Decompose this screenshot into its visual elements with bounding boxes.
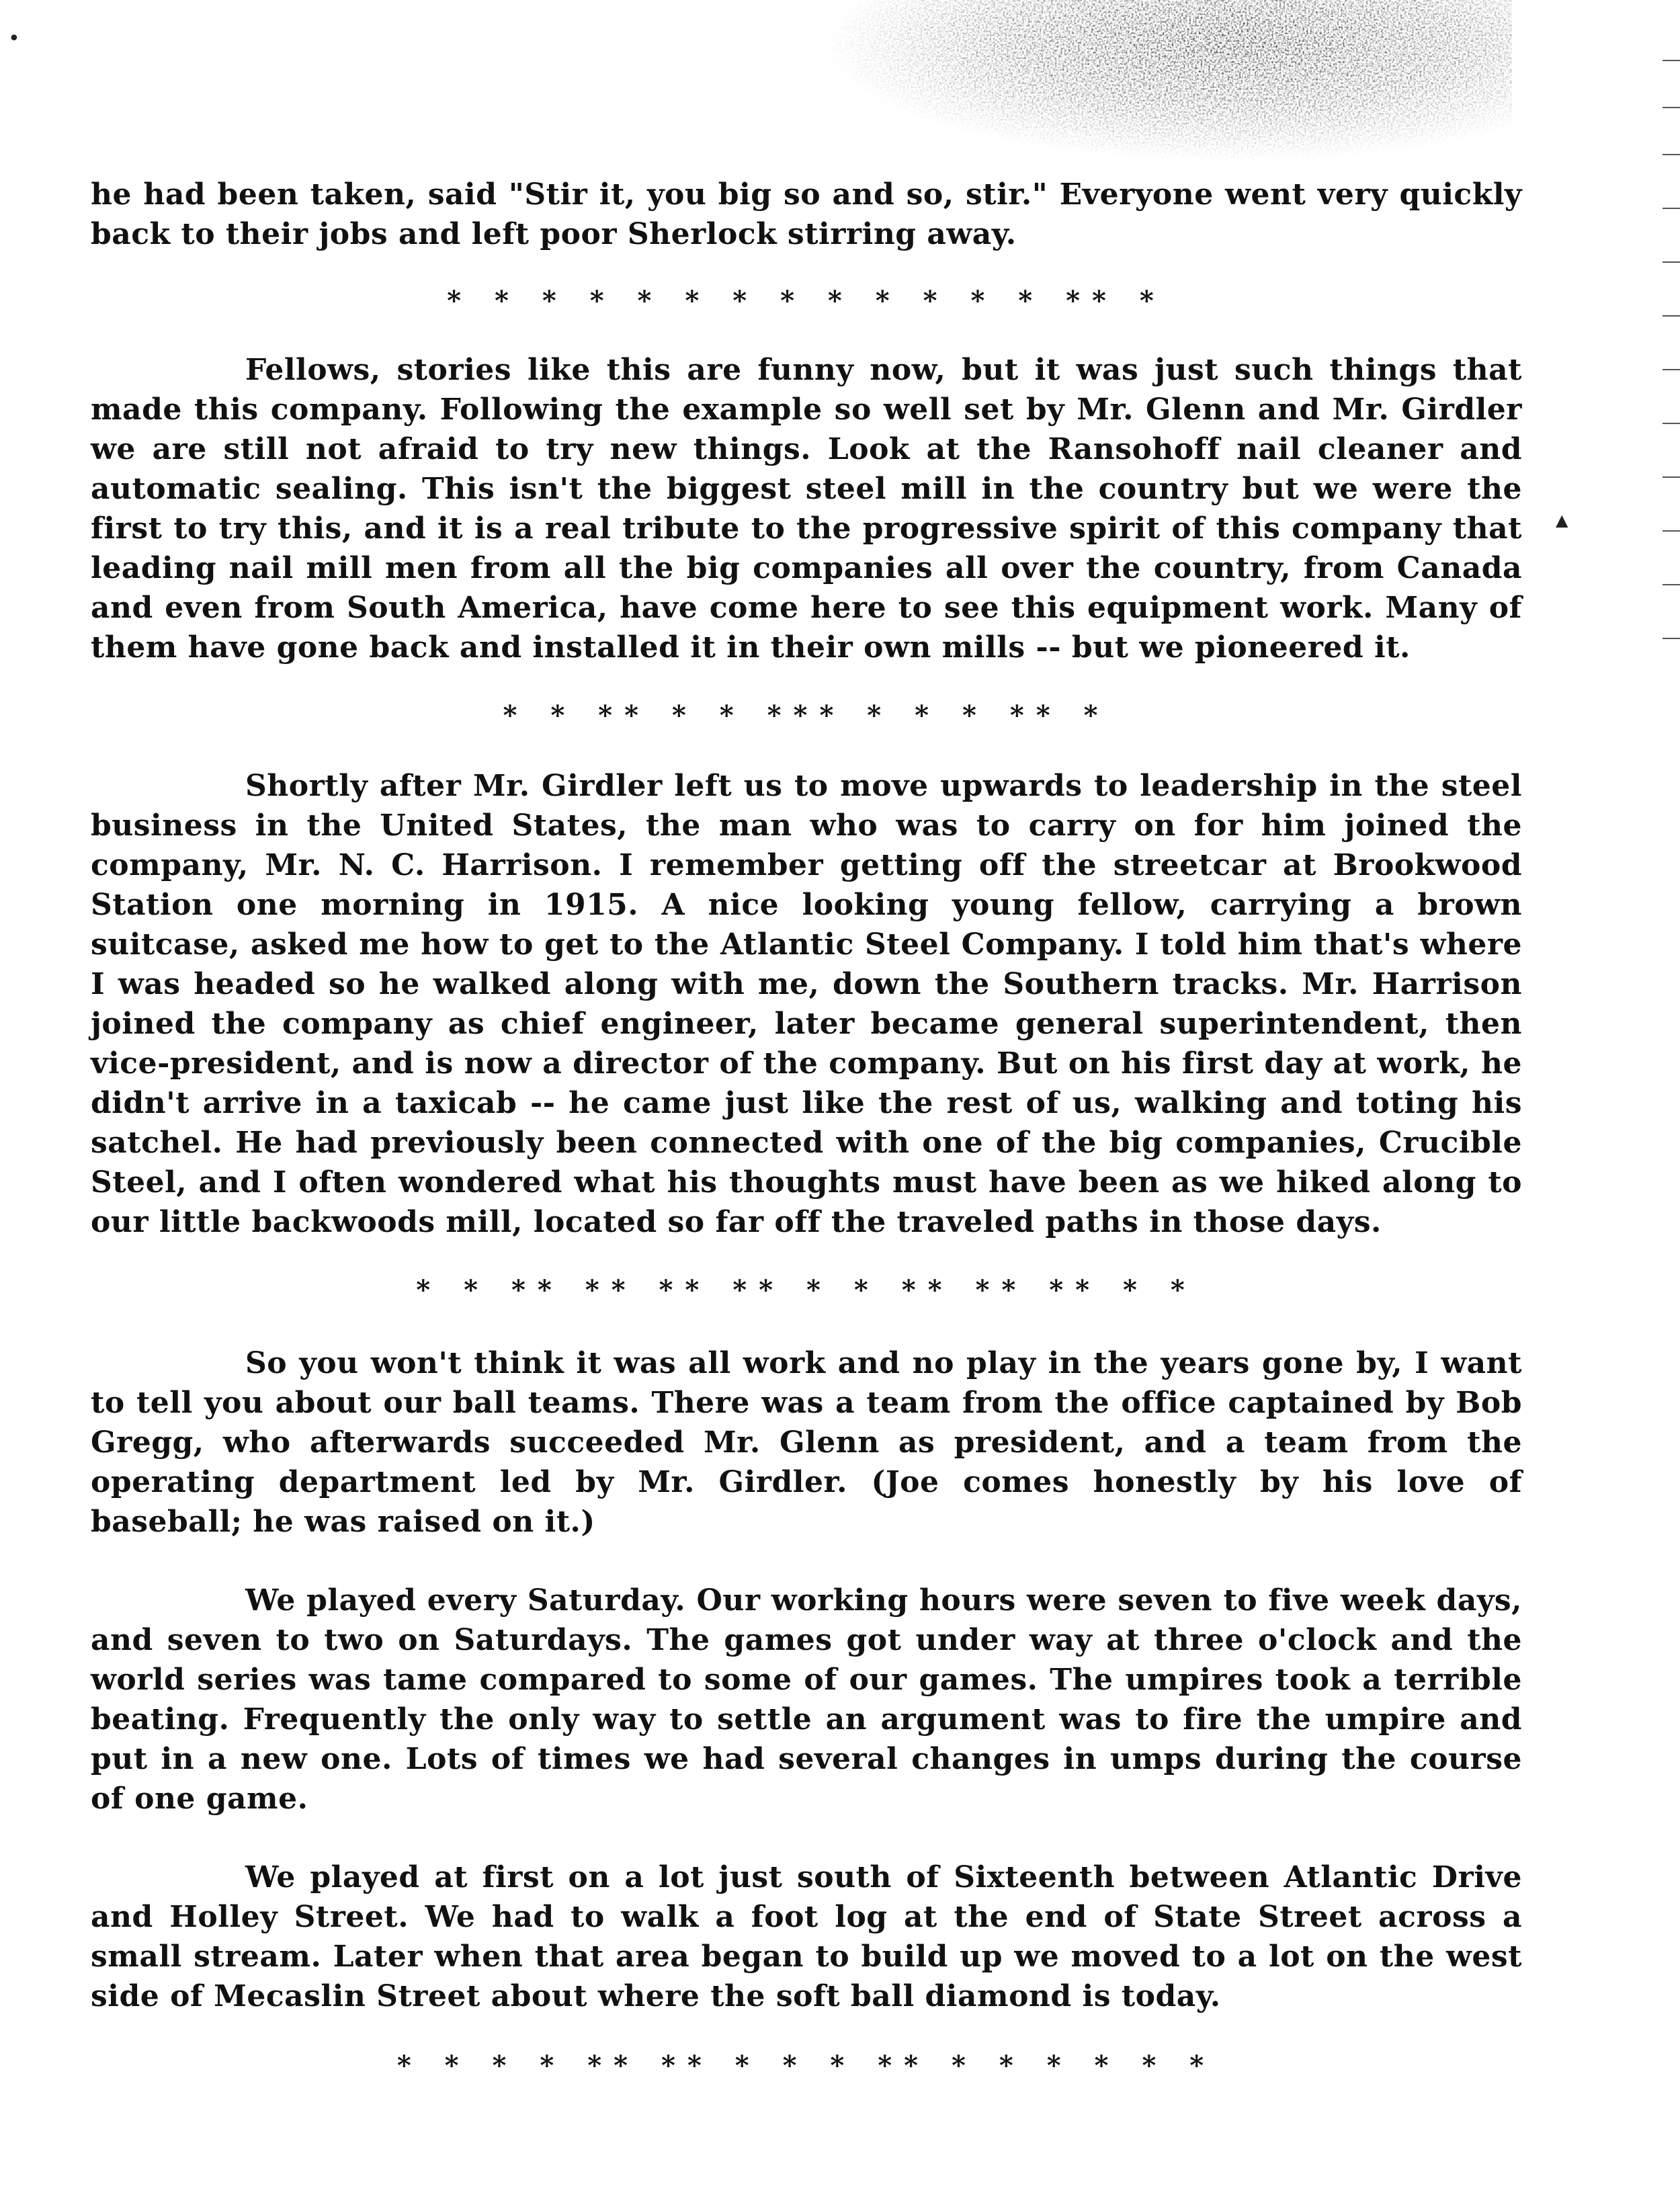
margin-triangle: ▲ [1556, 511, 1568, 530]
asterisk-separator: * * * * * * * * * * * * * ** * [447, 285, 1166, 317]
paragraph-ball-teams: So you won't think it was all work and no play in the years gone by, I want to tell you about our ball teams. There was a team from the office captained by Bob Gregg, who afterwards succeeded Mr. Glenn as president, and a team from the operating department led by Mr. Girdler. (Joe comes honestly by his love of baseball; he was raised on it.) [91, 1346, 1522, 1539]
paragraph-continuation: he had been taken, said "Stir it, you big so and so, stir." Everyone went very quickly back to their jobs and left poor Sherlock stirring away. [91, 177, 1522, 251]
asterisk-separator: * * ** * * *** * * * ** * [503, 700, 1110, 731]
paragraph-harrison: Shortly after Mr. Girdler left us to move upwards to leadership in the steel business in the United States, the man who was to carry on for him joined the company, Mr. N. C. Harrison. I remember getting off the streetcar at Brookwood Station one morning in 1915. A nice looking young fellow, carrying a brown suitcase, asked me how to get to the Atlantic Steel Company. I told him that's where I was headed so he walked along with me, down the Southern tracks. Mr. Harrison joined the company as chief engineer, later became general superintendent, then vice-president, and is now a director of the company. But on his first day at work, he didn't arrive in a taxicab -- he came just like the rest of us, walking and toting his satchel. He had previously been connected with one of the big companies, Crucible Steel, and I often wondered what his thoughts must have been as we hiked along to our little backwoods mill, located so far off the traveled paths in those days. [91, 769, 1522, 1239]
paragraph-saturday-games: We played every Saturday. Our working hours were seven to five week days, and seven to two on Saturdays. The games got under way at three o'clock and the world series was tame compared to some of our games. The umpires took a terrible beating. Frequently the only way to settle an argument was to fire the umpire and put in a new one. Lots of times we had several changes in umps during the course of one game. [91, 1583, 1522, 1816]
document-body [91, 155, 1522, 2081]
paragraph-ball-fields: We played at first on a lot just south of Sixteenth between Atlantic Drive and Holley Street. We had to walk a foot log at the end of State Street across a small stream. Later when that area began to build up we moved to a lot on the west side of Mecaslin Street about where the soft ball diamond is today. [91, 1860, 1522, 2013]
margin-ticks [1660, 0, 1680, 1075]
asterisk-separator: * * * * ** ** * * * ** * * * * * * [396, 2050, 1216, 2081]
asterisk-separator: * * ** ** ** ** * * ** ** ** * * [416, 1274, 1197, 1306]
margin-dot: • [8, 27, 20, 50]
paragraph-ransohoff: Fellows, stories like this are funny now, but it was just such things that made this company. Following the example so well set by Mr. Glenn and Mr. Girdler we are still not afraid to try new things. Look at the Ransohoff nail cleaner and automatic sealing. This isn't the biggest steel mill in the country but we were the first to try this, and it is a real tribute to the progressive spirit of this company that leading nail mill men from all the big companies all over the country, from Canada and even from South America, have come here to see this equipment work. Many of them have gone back and installed it in their own mills -- but we pioneered it. [91, 353, 1522, 665]
